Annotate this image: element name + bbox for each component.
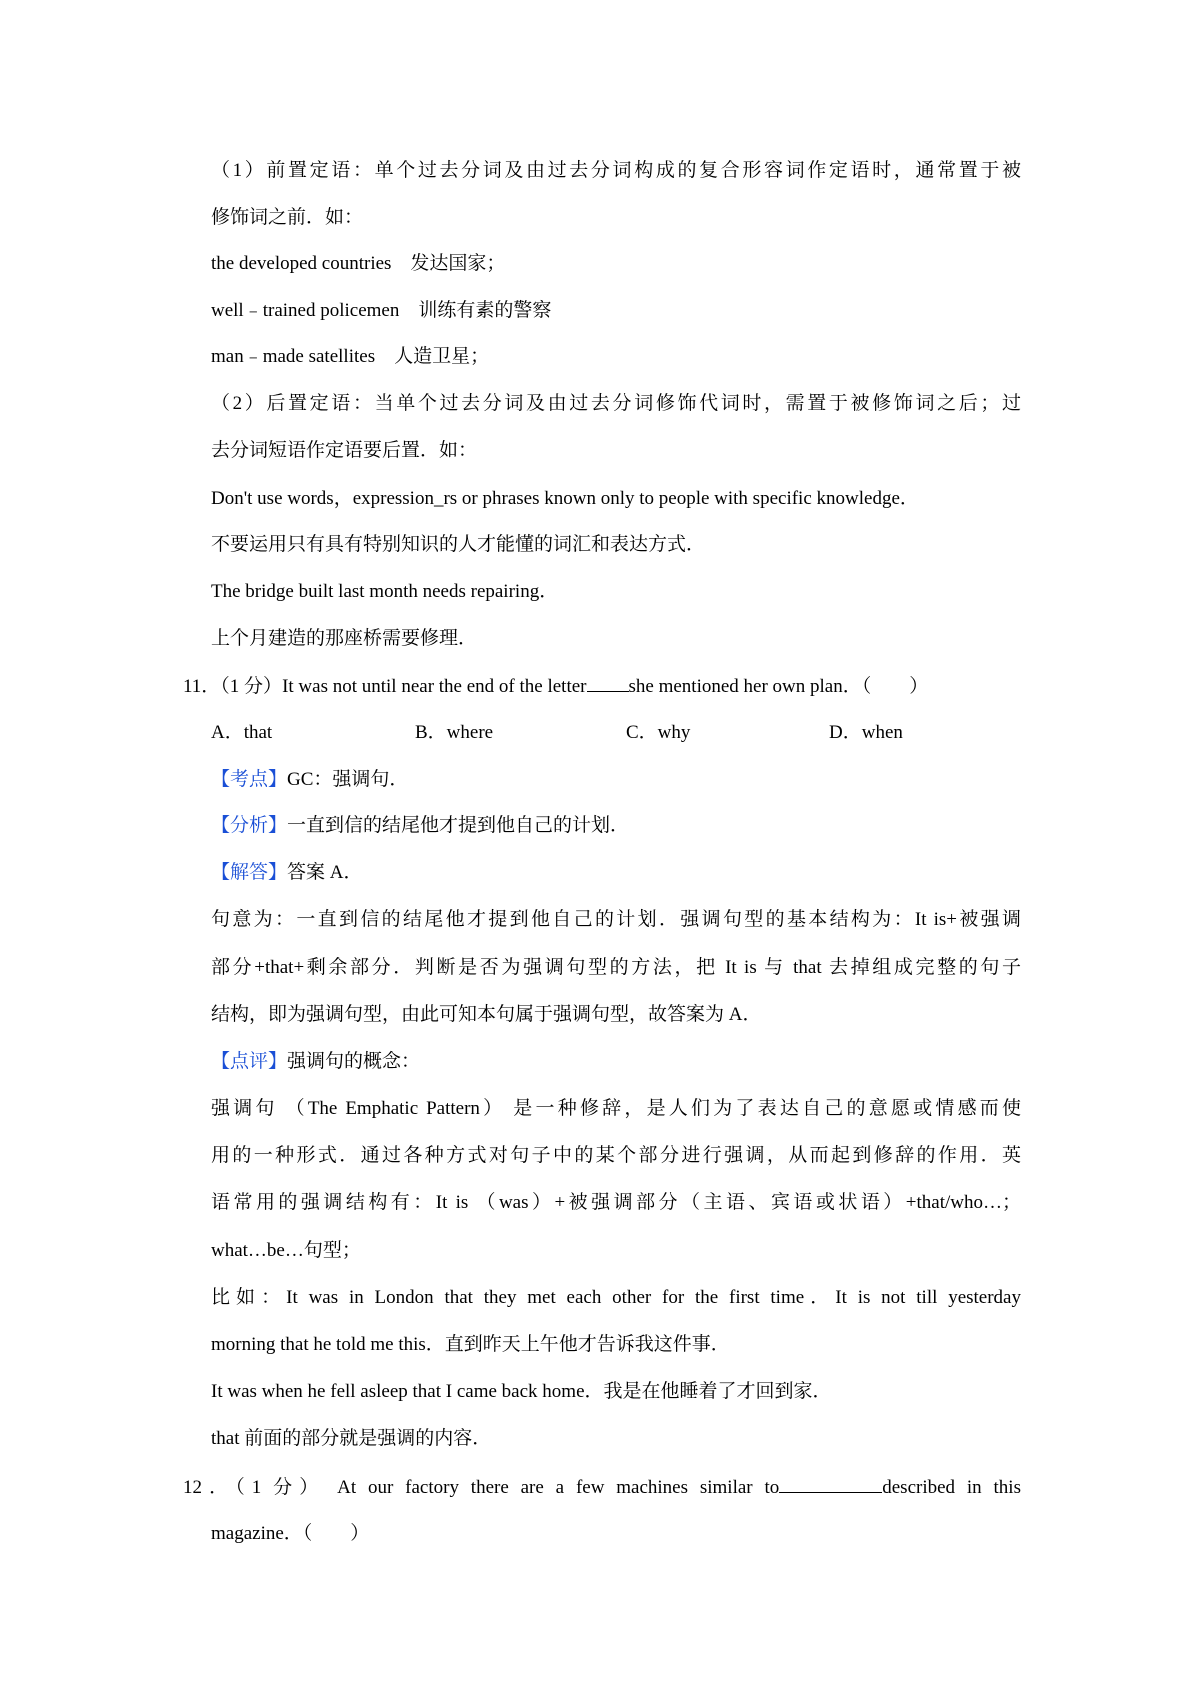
p1-line1: （1）前置定语：单个过去分词及由过去分词构成的复合形容词作定语时，通常置于被 xyxy=(211,160,1021,181)
comment-line-1: 强调句 （The Emphatic Pattern） 是一种修辞，是人们为了表达自己的意愿或情感而使 xyxy=(211,1098,1021,1119)
fenxi-tag: 【分析】 xyxy=(211,815,288,836)
example-4: Don't use words，expression_rs or phrases known only to people with specific knowledge． xyxy=(211,488,919,509)
jieda-text: 答案 A． xyxy=(287,862,363,883)
example-4-translation: 不要运用只有具有特别知识的人才能懂的词汇和表达方式． xyxy=(211,534,706,555)
fenxi-row xyxy=(211,813,629,839)
question-12-stem-line2: magazine．（ ） xyxy=(211,1523,370,1544)
question-number: 12． xyxy=(183,1477,236,1498)
jieda-row xyxy=(211,860,363,886)
option-b: B．where xyxy=(415,722,494,743)
option-a: A．that xyxy=(211,722,273,743)
dianping-text: 强调句的概念： xyxy=(287,1051,421,1072)
comment-line-6: morning that he told me this．直到昨天上午他才告诉我这件事． xyxy=(211,1334,730,1355)
dianping-row xyxy=(211,1049,420,1075)
option-d: D．when xyxy=(829,722,903,743)
stem-before-blank: It was not until near the end of the letter xyxy=(282,676,587,697)
answer-blank xyxy=(779,1474,882,1493)
example-3: man﹣made satellites 人造卫星； xyxy=(211,346,490,367)
question-score: （1 分） xyxy=(220,676,283,697)
option-c: C．why xyxy=(626,722,691,743)
explanation-line-2: 部分+that+剩余部分．判断是否为强调句型的方法，把 It is 与 that 去掉组成完整的句子 xyxy=(211,957,1021,978)
comment-line-3: 语常用的强调结构有：It is （was）+被强调部分（主语、宾语或状语）+that/who…； xyxy=(211,1192,1021,1213)
example-5-translation: 上个月建造的那座桥需要修理． xyxy=(211,628,478,649)
example-1: the developed countries 发达国家； xyxy=(211,253,506,274)
comment-line-8: that 前面的部分就是强调的内容． xyxy=(211,1428,492,1449)
explanation-line-3: 结构，即为强调句型，由此可知本句属于强调句型，故答案为 A． xyxy=(211,1004,762,1025)
jieda-tag: 【解答】 xyxy=(211,862,288,883)
question-12-stem xyxy=(183,1474,1021,1501)
answer-blank xyxy=(587,673,629,692)
p2-line1: （2）后置定语：当单个过去分词及由过去分词修饰代词时，需置于被修饰词之后；过 xyxy=(211,393,1021,414)
comment-line-5: 比如：It was in London that they met each other for the first time．It is not till yesterday xyxy=(211,1287,1021,1308)
stem-before-blank: At our factory there are a few machines similar to xyxy=(337,1477,780,1498)
question-number: 11． xyxy=(183,676,221,697)
example-2: well﹣trained policemen 训练有素的警察 xyxy=(211,300,552,321)
comment-line-4: what…be…句型； xyxy=(211,1240,361,1261)
question-score: （1 分） xyxy=(235,1477,326,1498)
explanation-line-1: 句意为：一直到信的结尾他才提到他自己的计划．强调句型的基本结构为：It is+被强调 xyxy=(211,909,1021,930)
stem-after-blank: she mentioned her own plan．（ ） xyxy=(628,676,929,697)
comment-line-2: 用的一种形式．通过各种方式对句子中的某个部分进行强调，从而起到修辞的作用．英 xyxy=(211,1145,1021,1166)
dianping-tag: 【点评】 xyxy=(211,1051,288,1072)
kaodian-row xyxy=(211,767,408,793)
kaodian-text: GC：强调句． xyxy=(287,769,409,790)
stem-after-blank: described in this xyxy=(882,1477,1021,1498)
kaodian-tag: 【考点】 xyxy=(211,769,288,790)
fenxi-text: 一直到信的结尾他才提到他自己的计划． xyxy=(287,815,630,836)
example-5: The bridge built last month needs repairing． xyxy=(211,581,559,602)
comment-line-7: It was when he fell asleep that I came back home．我是在他睡着了才回到家． xyxy=(211,1381,832,1402)
p1-line2: 修饰词之前．如： xyxy=(211,207,364,228)
p2-line2: 去分词短语作定语要后置．如： xyxy=(211,440,478,461)
question-11-stem xyxy=(183,673,928,700)
